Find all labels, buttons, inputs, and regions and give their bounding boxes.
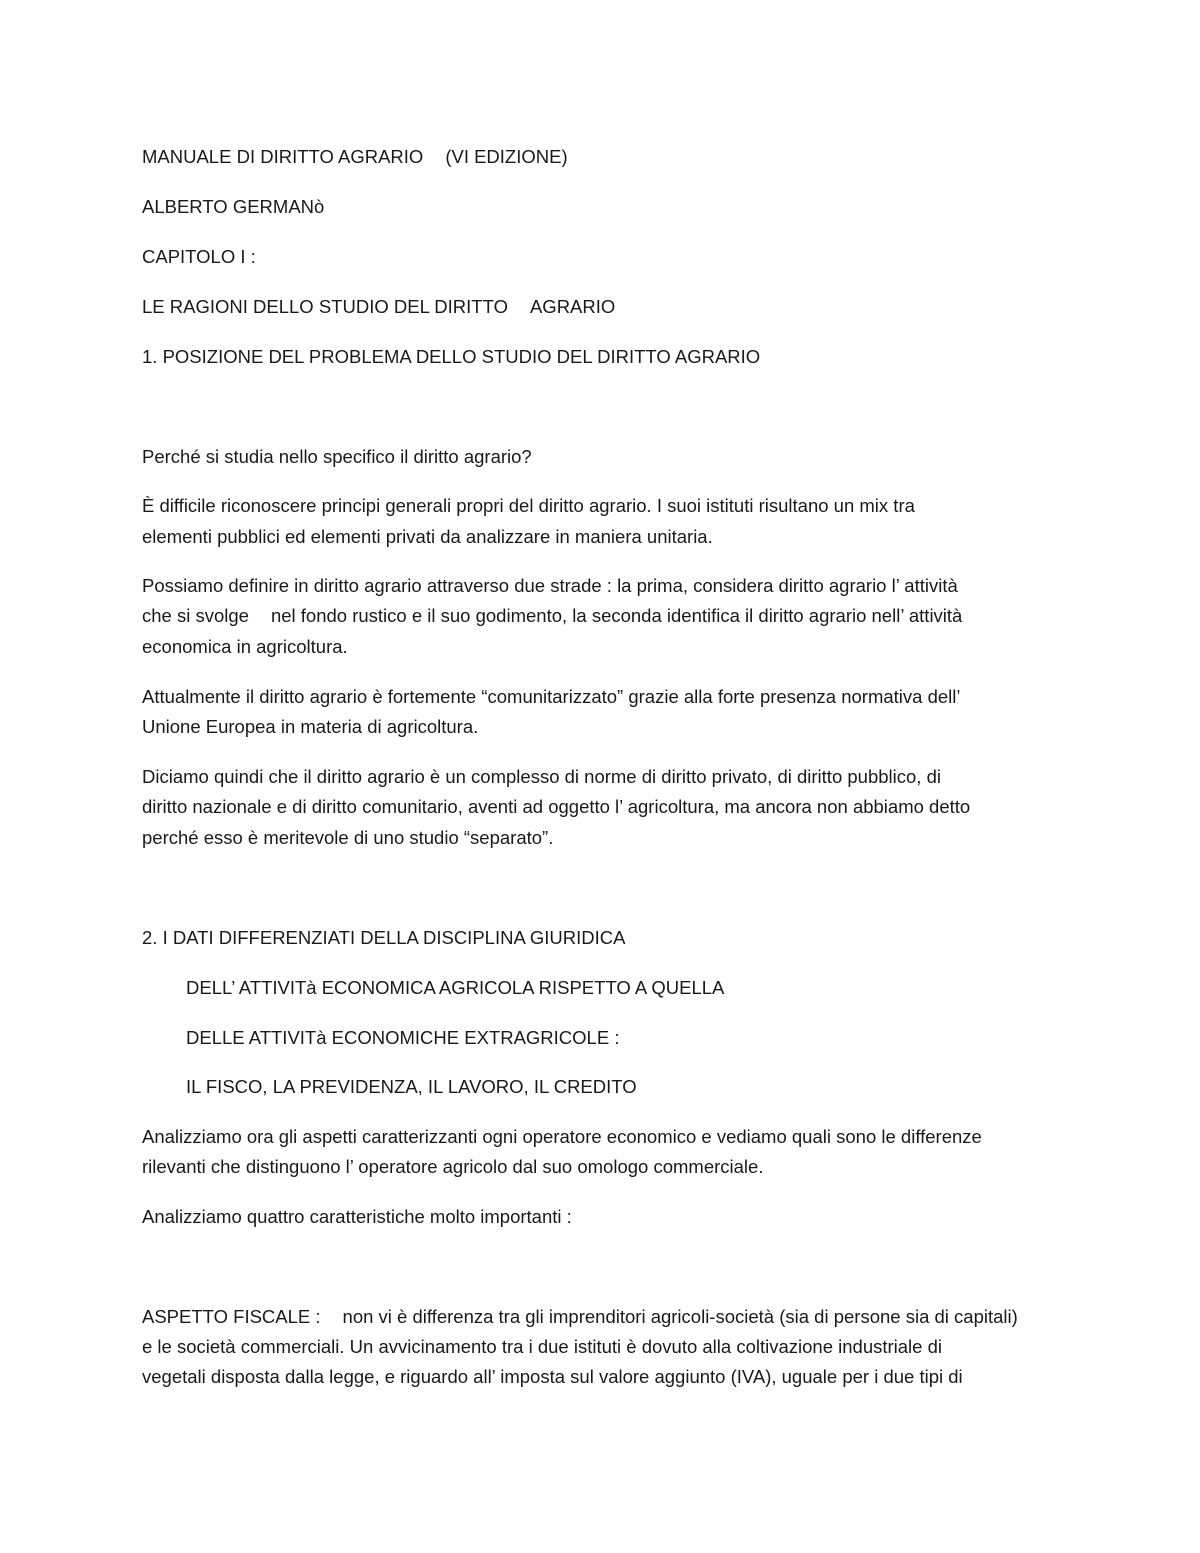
section-2-heading: 2. I DATI DIFFERENZIATI DELLA DISCIPLINA GIURIDICA (142, 927, 626, 948)
paragraph-line: Diciamo quindi che il diritto agrario è un complesso di norme di diritto privato, di diritto pubblico, di (142, 766, 941, 787)
section-1-heading: 1. POSIZIONE DEL PROBLEMA DELLO STUDIO DEL DIRITTO AGRARIO (142, 346, 761, 367)
paragraph-line: rilevanti che distinguono l’ operatore agricolo dal suo omologo commerciale. (142, 1156, 764, 1177)
paragraph-fragment: che si svolge (142, 605, 249, 626)
author-name: ALBERTO GERMANò (142, 196, 325, 217)
chapter-title (142, 296, 615, 318)
paragraph-line: Unione Europea in materia di agricoltura. (142, 716, 479, 737)
paragraph-line: Analizziamo quattro caratteristiche molto importanti : (142, 1206, 572, 1227)
fiscal-aspect-label: ASPETTO FISCALE : (142, 1306, 321, 1327)
section-2-heading-continued: DELL’ ATTIVITà ECONOMICA AGRICOLA RISPETTO A QUELLA (186, 977, 725, 998)
fiscal-aspect-text: non vi è differenza tra gli imprenditori agricoli-società (sia di persone sia di capitali) (342, 1306, 1018, 1327)
paragraph-line (142, 605, 962, 627)
paragraph-line: diritto nazionale e di diritto comunitario, aventi ad oggetto l’ agricoltura, ma ancora non abbiamo detto (142, 796, 971, 817)
section-2-heading-continued: DELLE ATTIVITà ECONOMICHE EXTRAGRICOLE : (186, 1027, 620, 1048)
paragraph-line: Attualmente il diritto agrario è fortemente “comunitarizzato” grazie alla forte presenza normativa dell’ (142, 686, 961, 707)
chapter-label: CAPITOLO I : (142, 246, 256, 267)
chapter-title-part-a: LE RAGIONI DELLO STUDIO DEL DIRITTO (142, 296, 508, 317)
chapter-title-part-b: AGRARIO (529, 296, 616, 317)
book-title: MANUALE DI DIRITTO AGRARIO (142, 146, 424, 167)
book-title-line (142, 146, 568, 168)
fiscal-aspect-line (142, 1306, 1018, 1328)
paragraph-line: Analizziamo ora gli aspetti caratterizzanti ogni operatore economico e vediamo quali sono le differenze (142, 1126, 982, 1147)
paragraph-line: e le società commerciali. Un avvicinamento tra i due istituti è dovuto alla coltivazione industriale di (142, 1336, 942, 1357)
paragraph-line: economica in agricoltura. (142, 636, 348, 657)
paragraph-line: Possiamo definire in diritto agrario attraverso due strade : la prima, considera diritto agrario l’ attività (142, 575, 958, 596)
paragraph-line: È difficile riconoscere principi generali propri del diritto agrario. I suoi istituti risultano un mix tra (142, 495, 915, 516)
section-1-question: Perché si studia nello specifico il diritto agrario? (142, 446, 532, 467)
paragraph-line: perché esso è meritevole di uno studio “separato”. (142, 827, 554, 848)
edition-label: (VI EDIZIONE) (445, 146, 568, 167)
section-2-heading-continued: IL FISCO, LA PREVIDENZA, IL LAVORO, IL CREDITO (186, 1076, 637, 1097)
paragraph-fragment: nel fondo rustico e il suo godimento, la seconda identifica il diritto agrario nell’ attività (270, 605, 963, 626)
paragraph-line: vegetali disposta dalla legge, e riguardo all’ imposta sul valore aggiunto (IVA), uguale per i due tipi di (142, 1366, 963, 1387)
paragraph-line: elementi pubblici ed elementi privati da analizzare in maniera unitaria. (142, 526, 713, 547)
